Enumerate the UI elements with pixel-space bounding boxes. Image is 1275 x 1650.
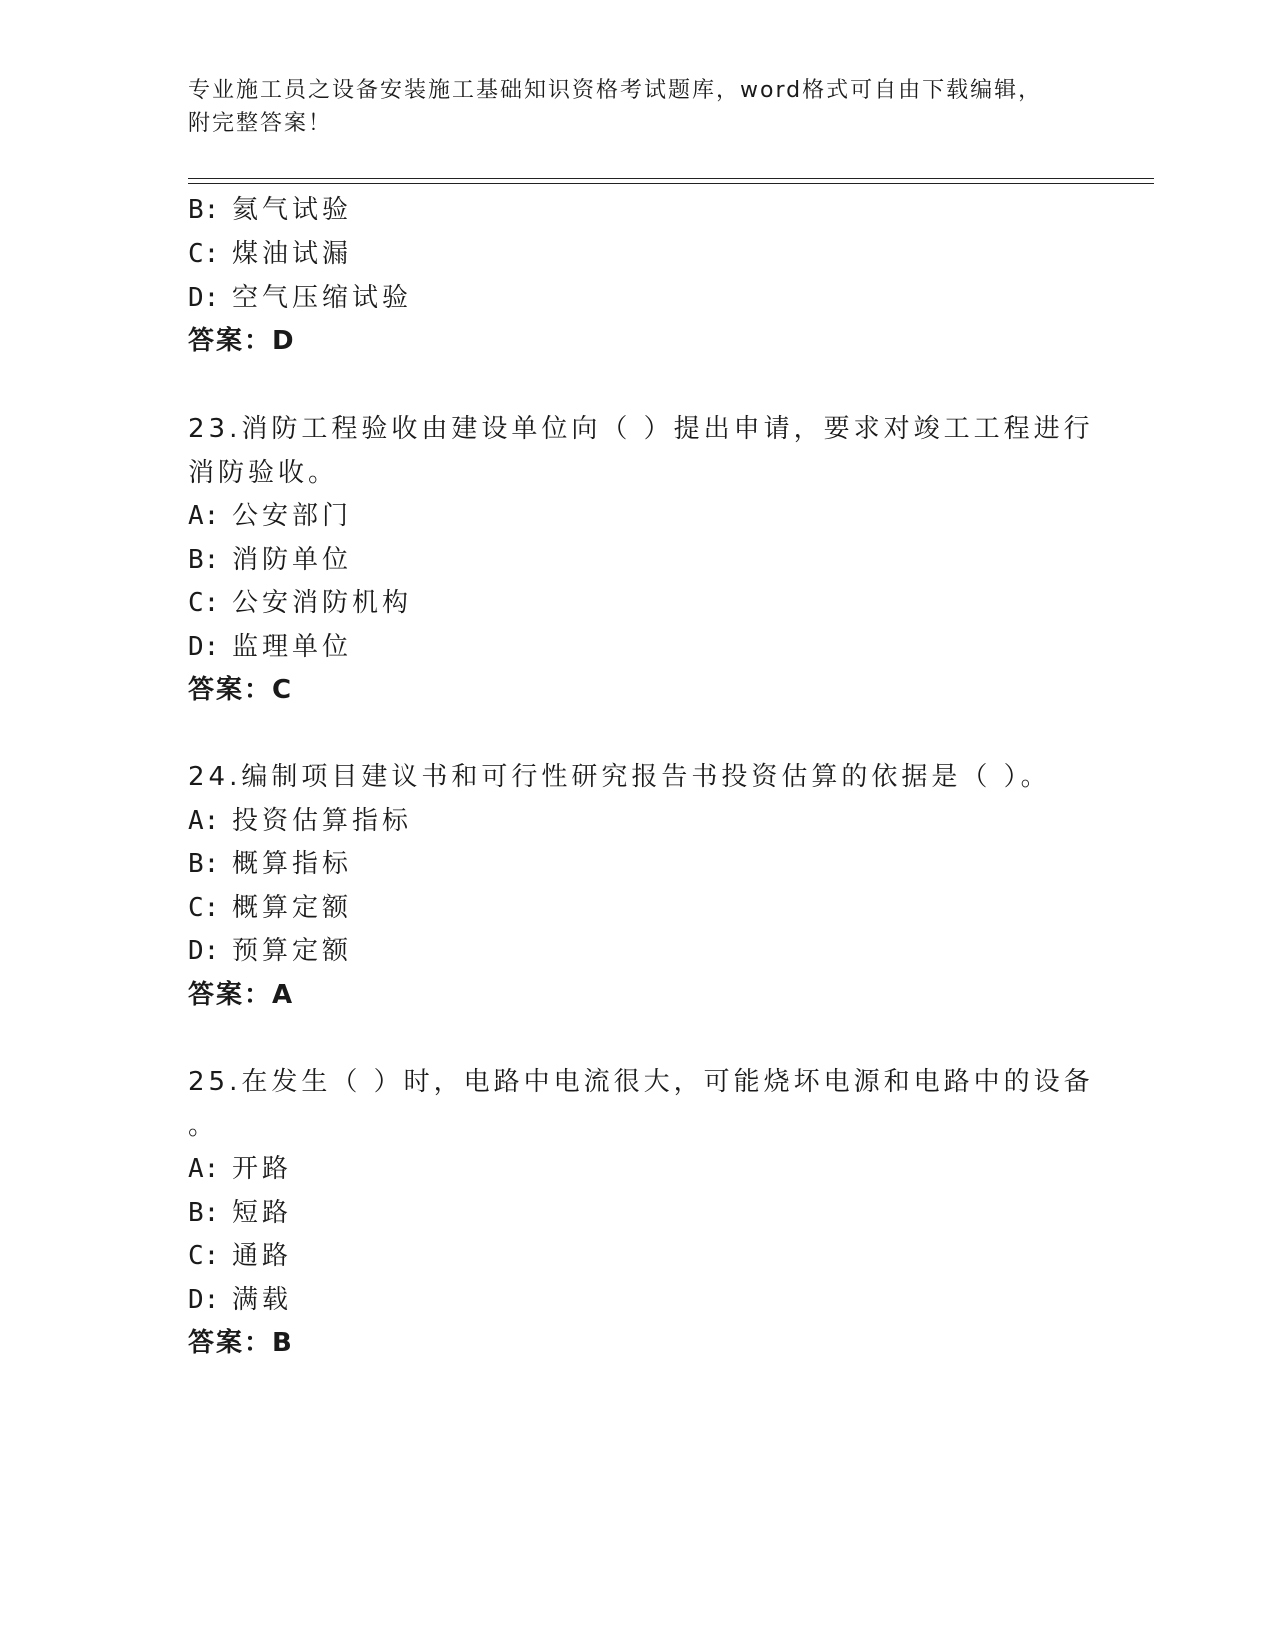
q23-option-b [188, 543, 352, 577]
q24-answer: 答案：A [188, 980, 295, 1010]
option-label: D: [188, 283, 220, 313]
q23-stem-line-1: 23.消防工程验收由建设单位向（ ）提出申请，要求对竣工工程进行 [188, 414, 1094, 444]
q22-answer: 答案：D [188, 326, 296, 356]
option-text: 公安消防机构 [232, 588, 413, 618]
option-label: B: [188, 849, 220, 879]
q24-option-a [188, 804, 412, 838]
option-label: C: [188, 239, 220, 269]
header-rule-top [188, 178, 1154, 179]
q23-answer: 答案：C [188, 675, 294, 705]
option-text: 煤油试漏 [232, 239, 353, 269]
option-label: D: [188, 936, 220, 966]
option-text: 空气压缩试验 [232, 283, 413, 313]
option-text: 氦气试验 [232, 195, 353, 225]
option-label: A: [188, 1154, 220, 1184]
q24-stem-line-1: 24.编制项目建议书和可行性研究报告书投资估算的依据是（ ）。 [188, 762, 1051, 792]
q25-option-b [188, 1196, 292, 1230]
q24-option-b [188, 847, 352, 881]
q24-option-c [188, 891, 352, 925]
option-text: 消防单位 [232, 545, 353, 575]
option-text: 概算指标 [232, 849, 353, 879]
q22-option-c [188, 237, 352, 271]
option-label: B: [188, 195, 220, 225]
option-text: 投资估算指标 [232, 806, 413, 836]
option-label: C: [188, 893, 220, 923]
option-text: 满载 [232, 1285, 293, 1315]
header-line-2: 附完整答案！ [188, 111, 333, 136]
option-text: 概算定额 [232, 893, 353, 923]
q25-option-a [188, 1152, 292, 1186]
option-label: A: [188, 806, 220, 836]
q22-option-d [188, 281, 412, 315]
q23-option-d [188, 630, 352, 664]
q23-stem-line-2: 消防验收。 [188, 458, 339, 488]
option-label: B: [188, 1198, 220, 1228]
option-text: 监理单位 [232, 632, 353, 662]
q25-stem-line-1: 25.在发生（ ）时，电路中电流很大，可能烧坏电源和电路中的设备 [188, 1067, 1094, 1097]
document-header [188, 74, 1068, 140]
option-label: D: [188, 632, 220, 662]
option-label: C: [188, 1241, 220, 1271]
q25-stem-line-2: 。 [188, 1111, 219, 1141]
option-text: 短路 [232, 1198, 293, 1228]
q25-option-d [188, 1283, 292, 1317]
option-label: D: [188, 1285, 220, 1315]
header-rule-bottom [188, 183, 1154, 184]
option-text: 预算定额 [232, 936, 353, 966]
option-text: 公安部门 [232, 501, 353, 531]
q23-option-c [188, 586, 412, 620]
q24-option-d [188, 934, 352, 968]
option-label: C: [188, 588, 220, 618]
q22-option-b [188, 193, 352, 227]
q25-option-c [188, 1239, 292, 1273]
q23-option-a [188, 499, 352, 533]
header-line-1: 专业施工员之设备安装施工基础知识资格考试题库，word格式可自由下载编辑， [188, 78, 1043, 103]
q25-answer: 答案：B [188, 1328, 294, 1358]
option-label: B: [188, 545, 220, 575]
option-text: 开路 [232, 1154, 293, 1184]
option-label: A: [188, 501, 220, 531]
option-text: 通路 [232, 1241, 293, 1271]
